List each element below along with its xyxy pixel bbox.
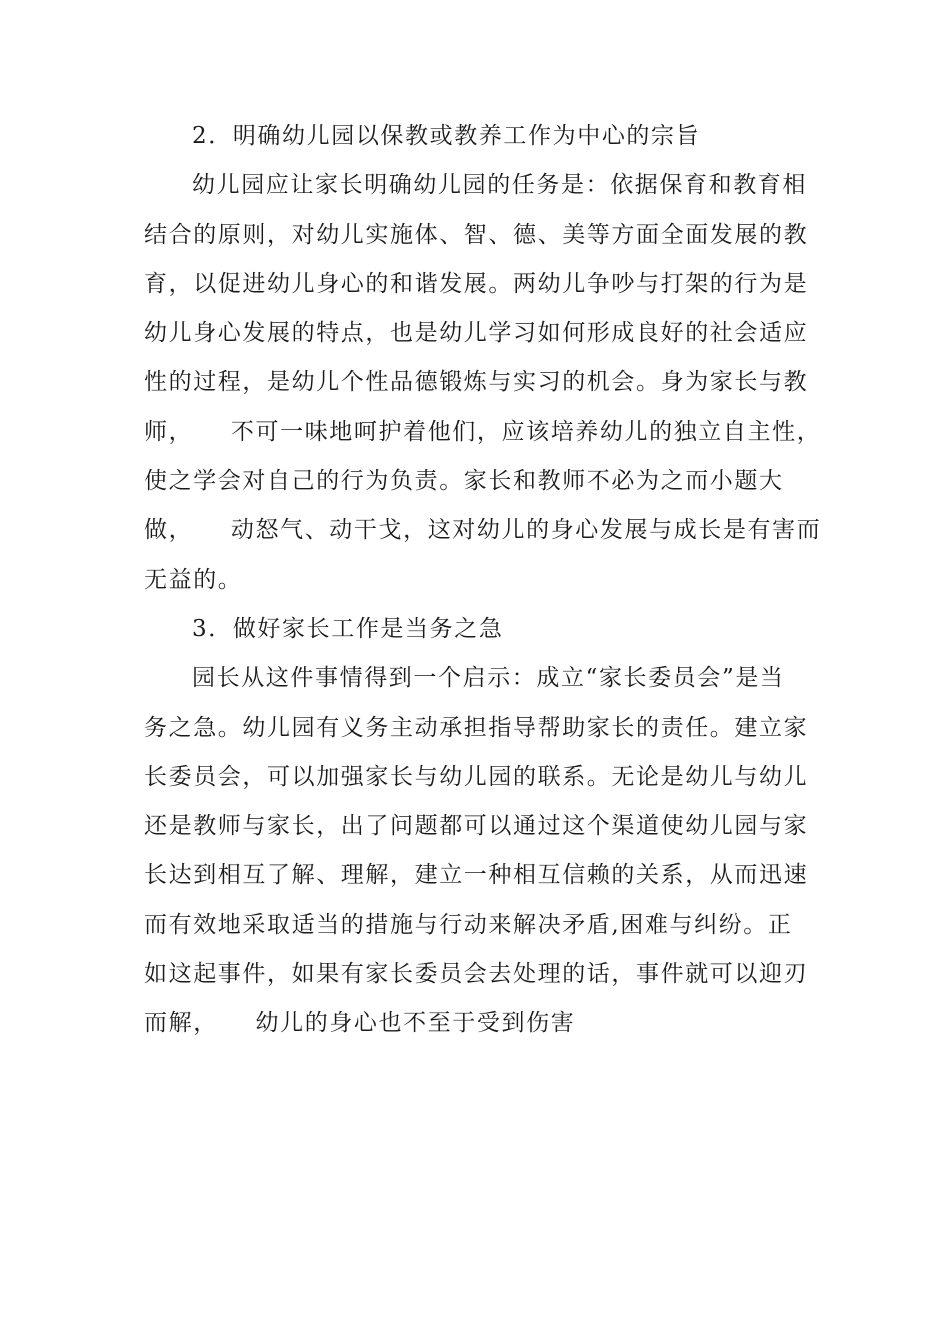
text-line: 务之急。幼儿园有义务主动承担指导帮助家长的责任。建立家 [144, 714, 809, 741]
text-line: 园长从这件事情得到一个启示：成立“家长委员会”是当 [192, 665, 785, 692]
text-line: 幼儿身心发展的特点，也是幼儿学习如何形成良好的社会适应 [144, 320, 809, 347]
text-line: 长达到相互了解、理解，建立一种相互信赖的关系，从而迅速 [144, 862, 809, 889]
text-line: 而解， 幼儿的身心也不至于受到伤害 [144, 1010, 576, 1037]
text-line: 长委员会，可以加强家长与幼儿园的联系。无论是幼儿与幼儿 [144, 763, 809, 790]
text-line: 而有效地采取适当的措施与行动来解决矛盾,困难与纠纷。正 [144, 911, 793, 938]
text-line: 育，以促进幼儿身心的和谐发展。两幼儿争吵与打架的行为是 [144, 270, 809, 297]
text-line: 如这起事件，如果有家长委员会去处理的话，事件就可以迎刃 [144, 961, 809, 988]
text-line: 师， 不可一味地呵护着他们，应该培养幼儿的独立自主性， [144, 418, 822, 445]
text-line: 使之学会对自己的行为负责。家长和教师不必为之而小题大 [144, 468, 784, 495]
text-line: 2．明确幼儿园以保教或教养工作为中心的宗旨 [192, 123, 701, 149]
document-body [144, 112, 822, 1049]
text-line: 性的过程，是幼儿个性品德锻炼与实习的机会。身为家长与教 [144, 369, 809, 396]
text-line: 3．做好家长工作是当务之急 [192, 615, 504, 642]
text-line: 结合的原则，对幼儿实施体、智、德、美等方面全面发展的教 [144, 221, 809, 248]
text-line: 还是教师与家长，出了问题都可以通过这个渠道使幼儿园与家 [144, 813, 809, 840]
text-line: 幼儿园应让家长明确幼儿园的任务是：依据保育和教育相 [192, 172, 807, 199]
text-line: 无益的。 [144, 566, 243, 593]
text-line: 做， 动怒气、动干戈，这对幼儿的身心发展与成长是有害而 [144, 517, 822, 544]
